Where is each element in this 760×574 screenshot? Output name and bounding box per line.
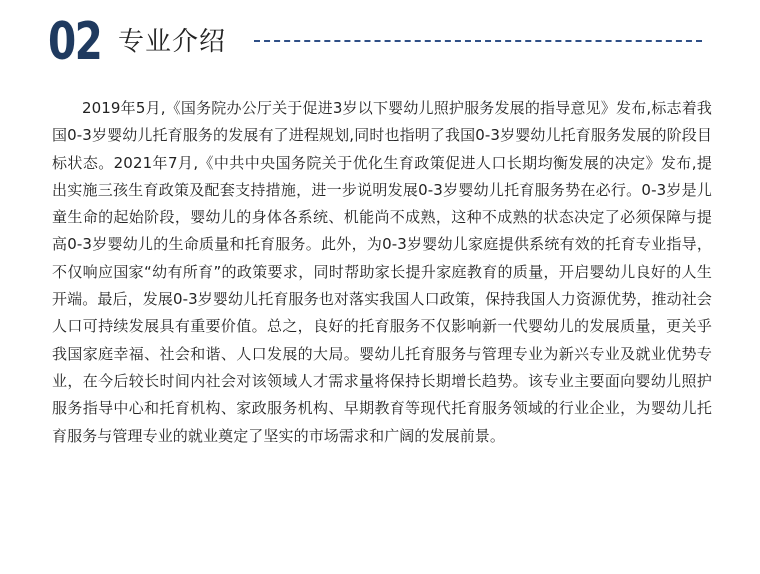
section-title: 专业介绍 (118, 27, 227, 57)
section-number: 02 (48, 12, 102, 72)
body-paragraph: 2019年5月,《国务院办公厅关于促进3岁以下婴幼儿照护服务发展的指导意见》发布,标志着我国0-3岁婴幼儿托育服务的发展有了进程规划,同时也指明了我国0-3岁婴幼儿托育服务发展的阶段目标状态。2021年7月,《中共中央国务院关于优化生育政策促进人口长期均衡发展的决定》发布,提出实施三孩生育政策及配套支持措施，进一步说明发展0-3岁婴幼儿托育服务势在必行。0-3岁是儿童生命的起始阶段，婴幼儿的身体各系统、机能尚不成熟，这种不成熟的状态决定了必须保障与提高0-3岁婴幼儿的生命质量和托育服务。此外，为0-3岁婴幼儿家庭提供系统有效的托育专业指导，不仅响应国家“幼有所育”的政策要求，同时帮助家长提升家庭教育的质量，开启婴幼儿良好的人生开端。最后，发展0-3岁婴幼儿托育服务也对落实我国人口政策，保持我国人力资源优势，推动社会人口可持续发展具有重要价值。总之，良好的托育服务不仅影响新一代婴幼儿的发展质量，更关乎我国家庭幸福、社会和谐、人口发展的大局。婴幼儿托育服务与管理专业为新兴专业及就业优势专业，在今后较长时间内社会对该领域人才需求量将保持长期增长趋势。该专业主要面向婴幼儿照护服务指导中心和托育机构、家政服务机构、早期教育等现代托育服务领域的行业企业，为婴幼儿托育服务与管理专业的就业奠定了坚实的市场需求和广阔的发展前景。 (52, 99, 712, 445)
section-header (48, 14, 708, 70)
dashed-divider (254, 40, 702, 42)
